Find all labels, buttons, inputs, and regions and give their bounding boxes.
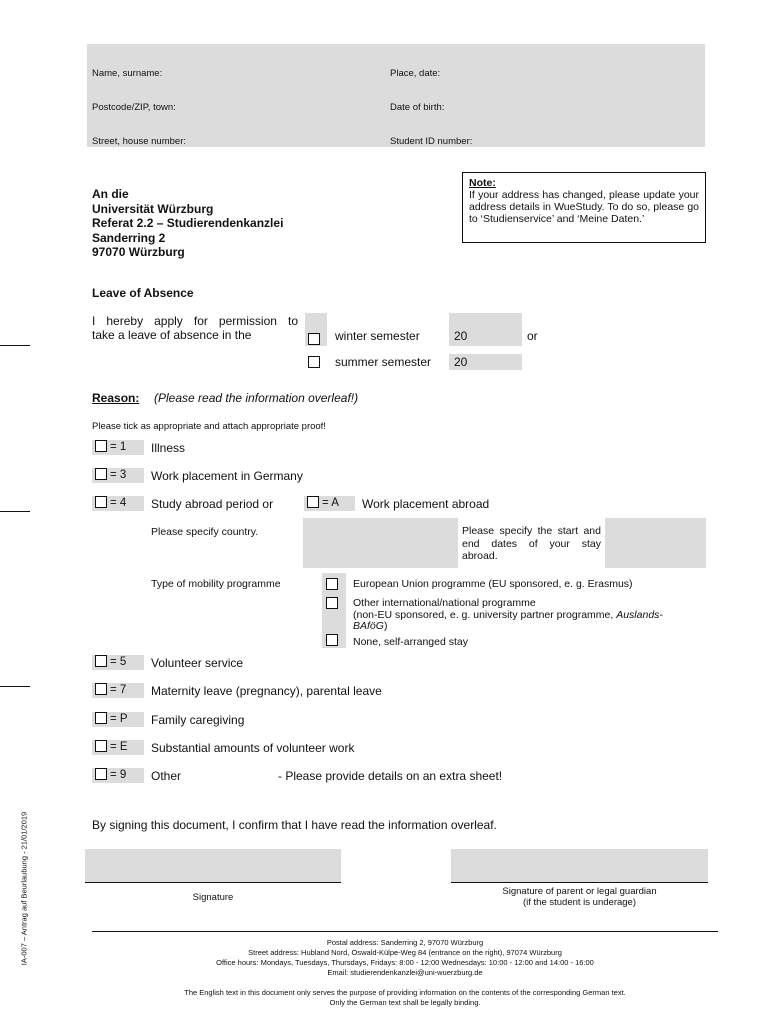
place-date-input[interactable] bbox=[445, 56, 700, 80]
student-id-label: Student ID number: bbox=[390, 136, 473, 147]
student-signature-label: Signature bbox=[192, 892, 234, 903]
address-line: Sanderring 2 bbox=[92, 230, 166, 245]
side-note: IA-007 – Antrag auf Beurlaubung - 21/01/2019 bbox=[19, 811, 29, 966]
place-date-label: Place, date: bbox=[390, 68, 441, 79]
reason-text-volunteer-service: Volunteer service bbox=[151, 656, 244, 670]
reason-code-text: = 3 bbox=[110, 469, 127, 481]
mobility-other-line bbox=[353, 610, 705, 622]
footer-postal: Postal address: Sanderring 2, 97070 Würzburg bbox=[326, 938, 484, 947]
student-signature-line bbox=[85, 882, 341, 883]
student-signature-field[interactable] bbox=[85, 849, 341, 882]
footer-email: Email: studierendenkanzlei@uni-wuerzburg.de bbox=[327, 968, 483, 977]
mobility-other-checkbox[interactable] bbox=[326, 597, 338, 609]
street-label: Street, house number: bbox=[92, 136, 186, 147]
reason-code-e[interactable] bbox=[92, 740, 144, 755]
reason-checkbox[interactable] bbox=[95, 683, 107, 695]
mobility-label: Type of mobility programme bbox=[151, 578, 281, 590]
mobility-eu-checkbox[interactable] bbox=[326, 578, 338, 590]
name-surname-input[interactable] bbox=[170, 56, 380, 80]
reason-code-text: = P bbox=[110, 713, 128, 725]
reason-code-text: = 1 bbox=[110, 441, 127, 453]
mobility-other-line bbox=[353, 621, 705, 633]
student-id-input[interactable] bbox=[482, 124, 700, 146]
reason-code-text: = E bbox=[110, 741, 128, 753]
date-of-birth-input[interactable] bbox=[452, 90, 700, 114]
address-line: 97070 Würzburg bbox=[92, 245, 185, 259]
guardian-label-line: Signature of parent or legal guardian bbox=[502, 886, 657, 897]
reason-code-5[interactable] bbox=[92, 655, 144, 670]
note-title: Note: bbox=[469, 177, 496, 189]
reason-text-illness: Illness bbox=[151, 441, 186, 455]
winter-semester-label: winter semester bbox=[335, 329, 420, 343]
reason-text-work-abroad: Work placement abroad bbox=[362, 497, 490, 511]
footer-hours: Office hours: Mondays, Tuesdays, Thursdays, Fridays: 8:00 - 12:00 Wednesdays: 10:00 - 12:00 and 14:00 - 16:00 bbox=[216, 958, 594, 967]
name-surname-label: Name, surname: bbox=[92, 68, 163, 79]
note-box bbox=[462, 172, 706, 243]
reason-code-text: = 7 bbox=[110, 684, 127, 696]
disclaimer-line: The English text in this document only serves the purpose of providing information on the contents of the corresponding German text. bbox=[184, 988, 626, 997]
footer-divider bbox=[92, 931, 718, 932]
reason-checkbox[interactable] bbox=[95, 655, 107, 667]
summer-semester-label: summer semester bbox=[335, 355, 432, 369]
fold-mark-3 bbox=[0, 686, 30, 687]
guardian-signature-line bbox=[451, 882, 708, 883]
fold-mark-2 bbox=[0, 511, 30, 512]
or-label: or bbox=[527, 329, 538, 343]
specify-country-label: Please specify country. bbox=[151, 526, 259, 538]
reason-code-text: = 9 bbox=[110, 769, 127, 781]
reason-checkbox[interactable] bbox=[95, 496, 107, 508]
summer-year-prefix: 20 bbox=[454, 355, 468, 369]
leave-heading: Leave of Absence bbox=[92, 286, 194, 300]
reason-code-3[interactable] bbox=[92, 468, 144, 483]
guardian-label-line: (if the student is underage) bbox=[522, 897, 636, 908]
dates-input[interactable] bbox=[605, 518, 706, 568]
specify-dates-label: Please specify the start and end dates of your stay abroad. bbox=[462, 525, 601, 562]
confirmation-text: By signing this document, I confirm that I have read the information overleaf. bbox=[92, 818, 497, 832]
date-of-birth-label: Date of birth: bbox=[390, 102, 445, 113]
mobility-self-checkbox[interactable] bbox=[326, 634, 338, 646]
guardian-signature-field[interactable] bbox=[451, 849, 708, 882]
summer-semester-checkbox[interactable] bbox=[308, 356, 320, 368]
reason-checkbox[interactable] bbox=[307, 496, 319, 508]
reason-text-volunteer-work: Substantial amounts of volunteer work bbox=[151, 741, 355, 755]
mobility-self-text: None, self-arranged stay bbox=[353, 636, 468, 648]
reason-text-maternity: Maternity leave (pregnancy), parental leave bbox=[151, 684, 382, 698]
reason-checkbox[interactable] bbox=[95, 712, 107, 724]
winter-year-prefix: 20 bbox=[454, 329, 468, 343]
footer-disclaimer bbox=[92, 988, 718, 1008]
mobility-other-part: (non-EU sponsored, e. g. university partner programme, bbox=[353, 608, 614, 621]
reason-text-caregiving: Family caregiving bbox=[151, 713, 245, 727]
reason-text-study-abroad: Study abroad period or bbox=[151, 497, 274, 511]
mobility-eu-text: European Union programme (EU sponsored, e. g. Erasmus) bbox=[353, 578, 633, 590]
note-text: If your address has changed, please update your address details in WueStudy. To do so, please go to ‘Studienservice’ and ‘Meine Daten.’ bbox=[469, 189, 699, 225]
fold-mark-1 bbox=[0, 345, 30, 346]
reason-code-1[interactable] bbox=[92, 440, 144, 455]
mobility-other-line: Other international/national programme bbox=[353, 597, 536, 609]
footer-contact bbox=[92, 938, 718, 978]
reason-code-4[interactable] bbox=[92, 496, 144, 511]
disclaimer-line: Only the German text shall be legally binding. bbox=[329, 998, 481, 1007]
reason-code-text: = A bbox=[322, 497, 339, 509]
mobility-other-part: Auslands- bbox=[616, 608, 663, 621]
recipient-address bbox=[92, 187, 283, 260]
leave-request-line1: I hereby apply for permission to bbox=[92, 314, 298, 328]
reason-code-9[interactable] bbox=[92, 768, 144, 783]
reason-code-p[interactable] bbox=[92, 712, 144, 727]
reason-label: Reason: bbox=[92, 391, 140, 405]
reason-hint: (Please read the information overleaf!) bbox=[154, 391, 359, 405]
reason-code-text: = 4 bbox=[110, 497, 127, 509]
reason-checkbox[interactable] bbox=[95, 740, 107, 752]
reason-text-work-germany: Work placement in Germany bbox=[151, 469, 303, 483]
other-details-text: - Please provide details on an extra sheet! bbox=[278, 769, 503, 783]
footer-street: Street address: Hubland Nord, Oswald-Külpe-Weg 84 (entrance on the right), 97074 Würzburg bbox=[248, 948, 562, 957]
mobility-other-part: ) bbox=[383, 620, 388, 632]
reason-checkbox[interactable] bbox=[95, 768, 107, 780]
reason-text-other: Other bbox=[151, 769, 182, 783]
street-input[interactable] bbox=[195, 124, 380, 146]
reason-instruction: Please tick as appropriate and attach appropriate proof! bbox=[92, 421, 326, 432]
address-line: Referat 2.2 – Studierendenkanzlei bbox=[92, 216, 284, 230]
reason-checkbox[interactable] bbox=[95, 440, 107, 452]
postcode-town-input[interactable] bbox=[185, 90, 380, 114]
winter-semester-checkbox[interactable] bbox=[308, 333, 320, 345]
address-line: An die bbox=[92, 187, 129, 201]
country-input[interactable] bbox=[303, 518, 458, 568]
reason-code-7[interactable] bbox=[92, 683, 144, 698]
guardian-signature-label bbox=[451, 886, 708, 908]
mobility-other-text bbox=[353, 598, 705, 633]
address-line: Universität Würzburg bbox=[92, 201, 214, 216]
reason-code-text: = 5 bbox=[110, 656, 127, 668]
leave-request-line2: take a leave of absence in the bbox=[92, 328, 252, 342]
postcode-town-label: Postcode/ZIP, town: bbox=[92, 102, 176, 113]
mobility-other-part: BAföG bbox=[353, 620, 384, 632]
reason-checkbox[interactable] bbox=[95, 468, 107, 480]
reason-code-a[interactable] bbox=[304, 496, 355, 511]
